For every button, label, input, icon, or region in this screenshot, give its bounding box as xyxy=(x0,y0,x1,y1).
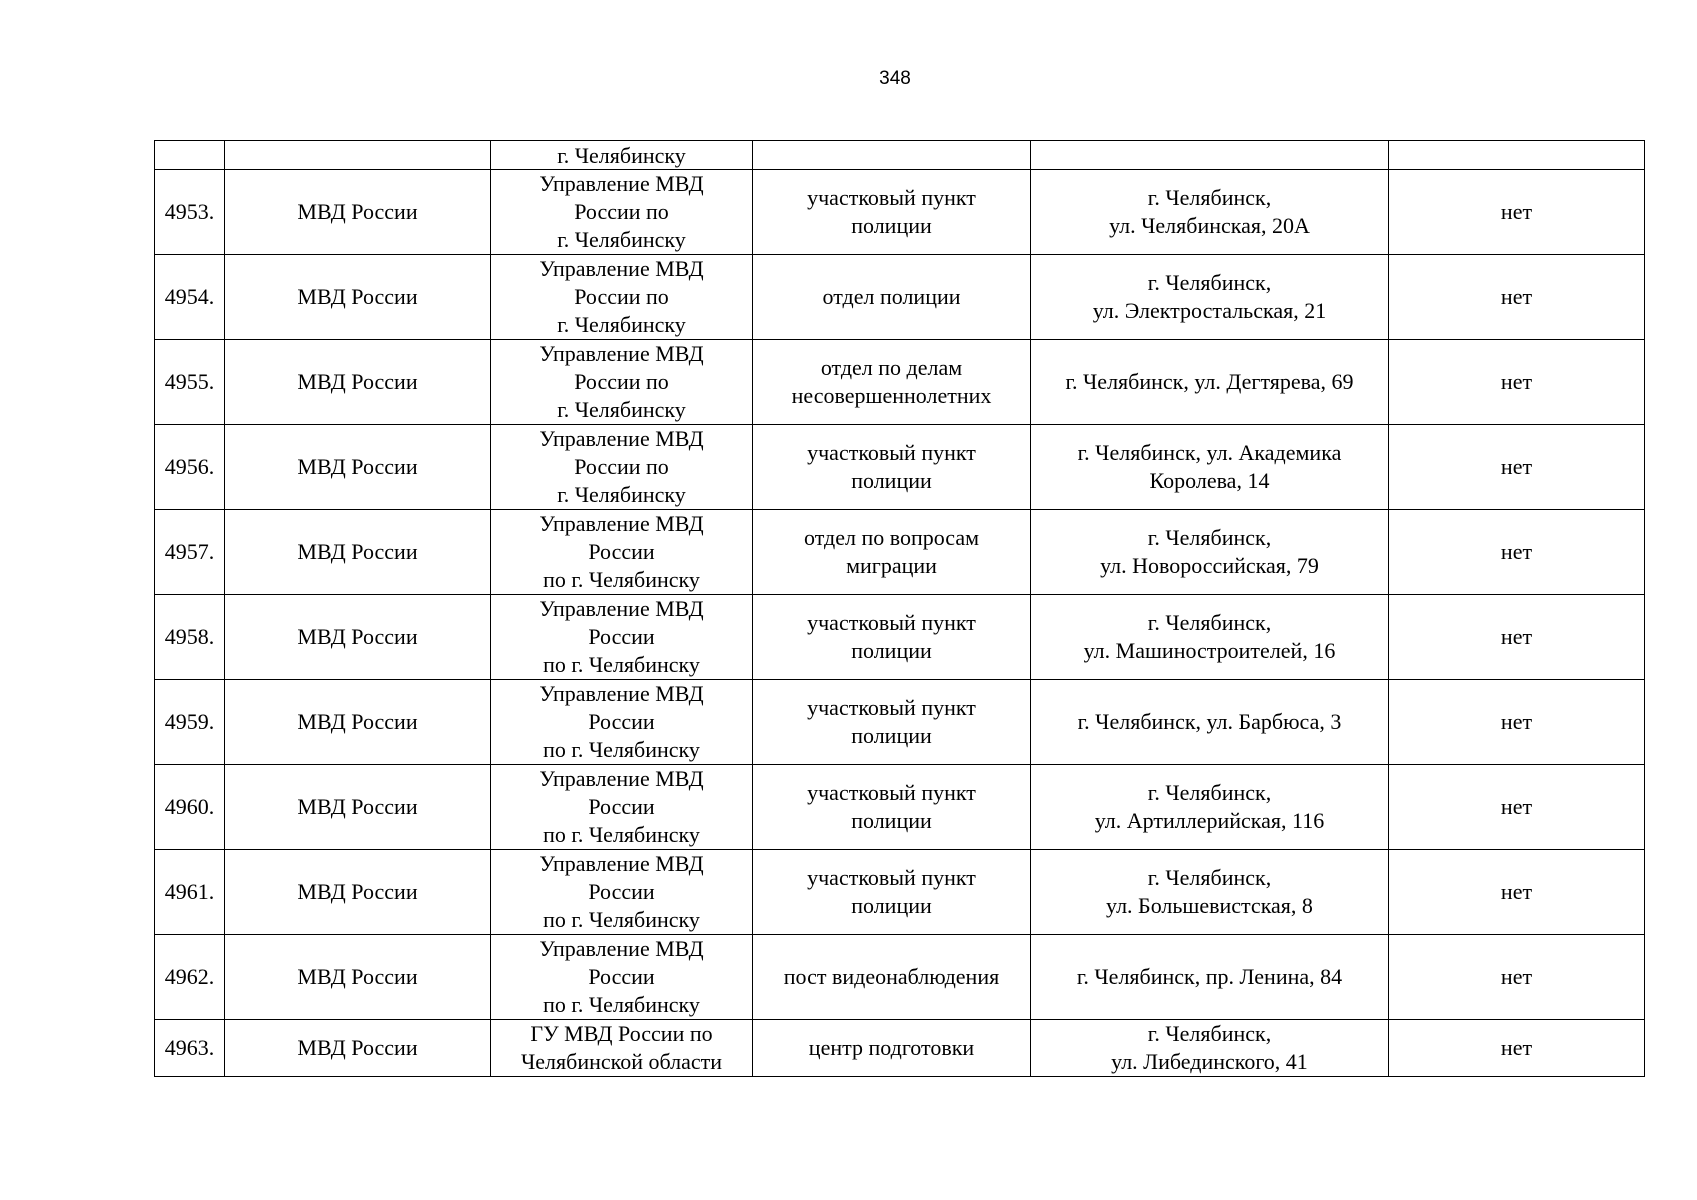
table-row xyxy=(155,935,1645,1020)
cell-body: Управление МВД России по г. Челябинску xyxy=(491,765,753,850)
table-row xyxy=(155,340,1645,425)
cell-body: Управление МВД России по г. Челябинску xyxy=(491,510,753,595)
cell-number: 4953. xyxy=(155,170,225,255)
table-row xyxy=(155,510,1645,595)
cell-agency: МВД России xyxy=(225,850,491,935)
table-row xyxy=(155,765,1645,850)
cell-agency: МВД России xyxy=(225,680,491,765)
cell-address: г. Челябинск, ул. Электростальская, 21 xyxy=(1031,255,1389,340)
cell-number xyxy=(155,141,225,170)
cell-facility-type: центр подготовки xyxy=(753,1020,1031,1077)
cell-agency: МВД России xyxy=(225,255,491,340)
cell-address: г. Челябинск, ул. Барбюса, 3 xyxy=(1031,680,1389,765)
cell-facility-type: участковый пункт полиции xyxy=(753,765,1031,850)
cell-address: г. Челябинск, ул. Артиллерийская, 116 xyxy=(1031,765,1389,850)
cell-facility-type: отдел по делам несовершеннолетних xyxy=(753,340,1031,425)
registry-table xyxy=(154,140,1645,1077)
cell-status: нет xyxy=(1389,510,1645,595)
table-row xyxy=(155,425,1645,510)
cell-address: г. Челябинск, ул. Либединского, 41 xyxy=(1031,1020,1389,1077)
cell-facility-type xyxy=(753,141,1031,170)
cell-address: г. Челябинск, ул. Машиностроителей, 16 xyxy=(1031,595,1389,680)
cell-address xyxy=(1031,141,1389,170)
cell-number: 4955. xyxy=(155,340,225,425)
cell-number: 4956. xyxy=(155,425,225,510)
cell-body: Управление МВД России по г. Челябинску xyxy=(491,680,753,765)
cell-body: ГУ МВД России по Челябинской области xyxy=(491,1020,753,1077)
cell-body: Управление МВД России по г. Челябинску xyxy=(491,850,753,935)
cell-body: Управление МВД России по г. Челябинску xyxy=(491,425,753,510)
cell-agency xyxy=(225,141,491,170)
cell-address: г. Челябинск, пр. Ленина, 84 xyxy=(1031,935,1389,1020)
page-number: 348 xyxy=(879,68,911,89)
cell-number: 4960. xyxy=(155,765,225,850)
cell-agency: МВД России xyxy=(225,595,491,680)
cell-agency: МВД России xyxy=(225,340,491,425)
table-row xyxy=(155,1020,1645,1077)
cell-address: г. Челябинск, ул. Большевистская, 8 xyxy=(1031,850,1389,935)
cell-agency: МВД России xyxy=(225,425,491,510)
cell-facility-type: пост видеонаблюдения xyxy=(753,935,1031,1020)
cell-facility-type: отдел полиции xyxy=(753,255,1031,340)
cell-facility-type: участковый пункт полиции xyxy=(753,425,1031,510)
cell-facility-type: участковый пункт полиции xyxy=(753,680,1031,765)
cell-facility-type: участковый пункт полиции xyxy=(753,850,1031,935)
cell-address: г. Челябинск, ул. Новороссийская, 79 xyxy=(1031,510,1389,595)
cell-body: Управление МВД России по г. Челябинску xyxy=(491,170,753,255)
cell-status: нет xyxy=(1389,765,1645,850)
cell-facility-type: участковый пункт полиции xyxy=(753,595,1031,680)
cell-agency: МВД России xyxy=(225,510,491,595)
cell-status: нет xyxy=(1389,680,1645,765)
cell-number: 4961. xyxy=(155,850,225,935)
cell-status: нет xyxy=(1389,595,1645,680)
table-row xyxy=(155,850,1645,935)
cell-status: нет xyxy=(1389,255,1645,340)
cell-agency: МВД России xyxy=(225,765,491,850)
cell-number: 4958. xyxy=(155,595,225,680)
table-row-continuation xyxy=(155,141,1645,170)
cell-body: Управление МВД России по г. Челябинску xyxy=(491,935,753,1020)
cell-body: Управление МВД России по г. Челябинску xyxy=(491,255,753,340)
cell-status: нет xyxy=(1389,1020,1645,1077)
table-row xyxy=(155,170,1645,255)
cell-status xyxy=(1389,141,1645,170)
cell-address: г. Челябинск, ул. Челябинская, 20А xyxy=(1031,170,1389,255)
cell-facility-type: отдел по вопросам миграции xyxy=(753,510,1031,595)
cell-number: 4954. xyxy=(155,255,225,340)
cell-number: 4957. xyxy=(155,510,225,595)
cell-address: г. Челябинск, ул. Дегтярева, 69 xyxy=(1031,340,1389,425)
table-row xyxy=(155,595,1645,680)
cell-body: Управление МВД России по г. Челябинску xyxy=(491,340,753,425)
cell-number: 4962. xyxy=(155,935,225,1020)
cell-agency: МВД России xyxy=(225,935,491,1020)
cell-facility-type: участковый пункт полиции xyxy=(753,170,1031,255)
cell-status: нет xyxy=(1389,935,1645,1020)
cell-agency: МВД России xyxy=(225,1020,491,1077)
cell-status: нет xyxy=(1389,340,1645,425)
cell-address: г. Челябинск, ул. Академика Королева, 14 xyxy=(1031,425,1389,510)
cell-status: нет xyxy=(1389,850,1645,935)
cell-number: 4959. xyxy=(155,680,225,765)
cell-body: г. Челябинску xyxy=(491,141,753,170)
cell-status: нет xyxy=(1389,170,1645,255)
cell-status: нет xyxy=(1389,425,1645,510)
cell-agency: МВД России xyxy=(225,170,491,255)
table-row xyxy=(155,680,1645,765)
cell-body: Управление МВД России по г. Челябинску xyxy=(491,595,753,680)
table-row xyxy=(155,255,1645,340)
cell-number: 4963. xyxy=(155,1020,225,1077)
